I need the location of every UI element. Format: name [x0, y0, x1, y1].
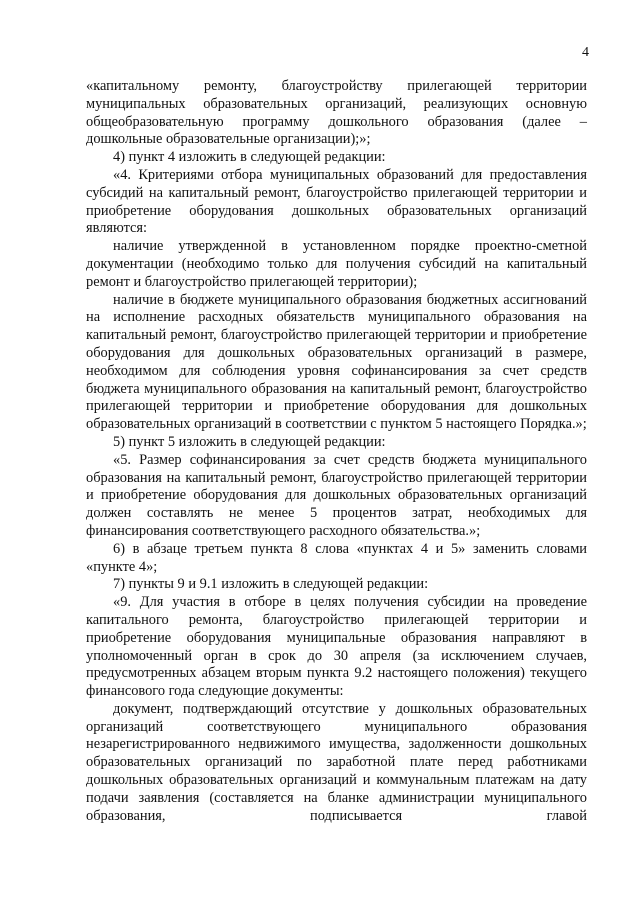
paragraph-3: «4. Критериями отбора муниципальных образований для предоставления субсидий на капитальный ремонт, благоустройство прилегающей территории и приобретение оборудования дошкольных образовательных организаций являются: [86, 166, 587, 237]
paragraph-4: наличие утвержденной в установленном порядке проектно-сметной документации (необходимо только для получения субсидий на капитальный ремонт и благоустройство прилегающей территории); [86, 238, 587, 290]
paragraph-8: 6) в абзаце третьем пункта 8 слова «пунктах 4 и 5» заменить словами «пункте 4»; [86, 540, 587, 575]
paragraph-6: 5) пункт 5 изложить в следующей редакции: [113, 433, 386, 450]
page-number: 4 [582, 45, 589, 60]
paragraph-1: «капитальному ремонту, благоустройству прилегающей территории муниципальных образовательных организаций, реализующих основную общеобразовательную программу дошкольного образования (далее – дошкольные образовательные организации);»; [86, 78, 587, 148]
paragraph-7: «5. Размер софинансирования за счет средств бюджета муниципального образования на капитальный ремонт, благоустройство прилегающей территории и приобретение оборудования для дошкольных образовательных организаций должен составлять не менее 5 процентов затрат, необходимых для финансирования соответствующего расходного обязательства.»; [86, 451, 587, 539]
document-body [86, 78, 587, 825]
paragraph-2: 4) пункт 4 изложить в следующей редакции: [113, 149, 386, 166]
paragraph-10: «9. Для участия в отборе в целях получения субсидии на проведение капитального ремонта, благоустройство прилегающей территории и приобретение оборудования муниципальные образования направляют в уполномоченный орган в срок до 30 апреля (за исключением случаев, предусмотренных абзацем вторым пункта 9.2 настоящего положения) текущего финансового года следующие документы: [86, 594, 587, 700]
paragraph-9: 7) пункты 9 и 9.1 изложить в следующей редакции: [113, 576, 429, 593]
paragraph-11: документ, подтверждающий отсутствие у дошкольных образовательных организаций соответствующего муниципального образования незарегистрированного недвижимого имущества, задолженности дошкольных образовательных организаций по заработной плате перед работниками дошкольных образовательных организаций и коммунальным платежам на дату подачи заявления (составляется на бланке администрации муниципального образования, подписывается главой [86, 700, 587, 824]
paragraph-5: наличие в бюджете муниципального образования бюджетных ассигнований на исполнение расходных обязательств муниципального образования на капитальный ремонт, благоустройство прилегающей территории и приобретение оборудования для дошкольных образовательных организаций в размере, необходимом для соблюдения уровня софинансирования за счет средств бюджета муниципального образования на капитальный ремонт, благоустройство прилегающей территории и приобретение оборудования для дошкольных образовательных организаций в соответствии с пунктом 5 настоящего Порядка.»; [86, 291, 587, 433]
